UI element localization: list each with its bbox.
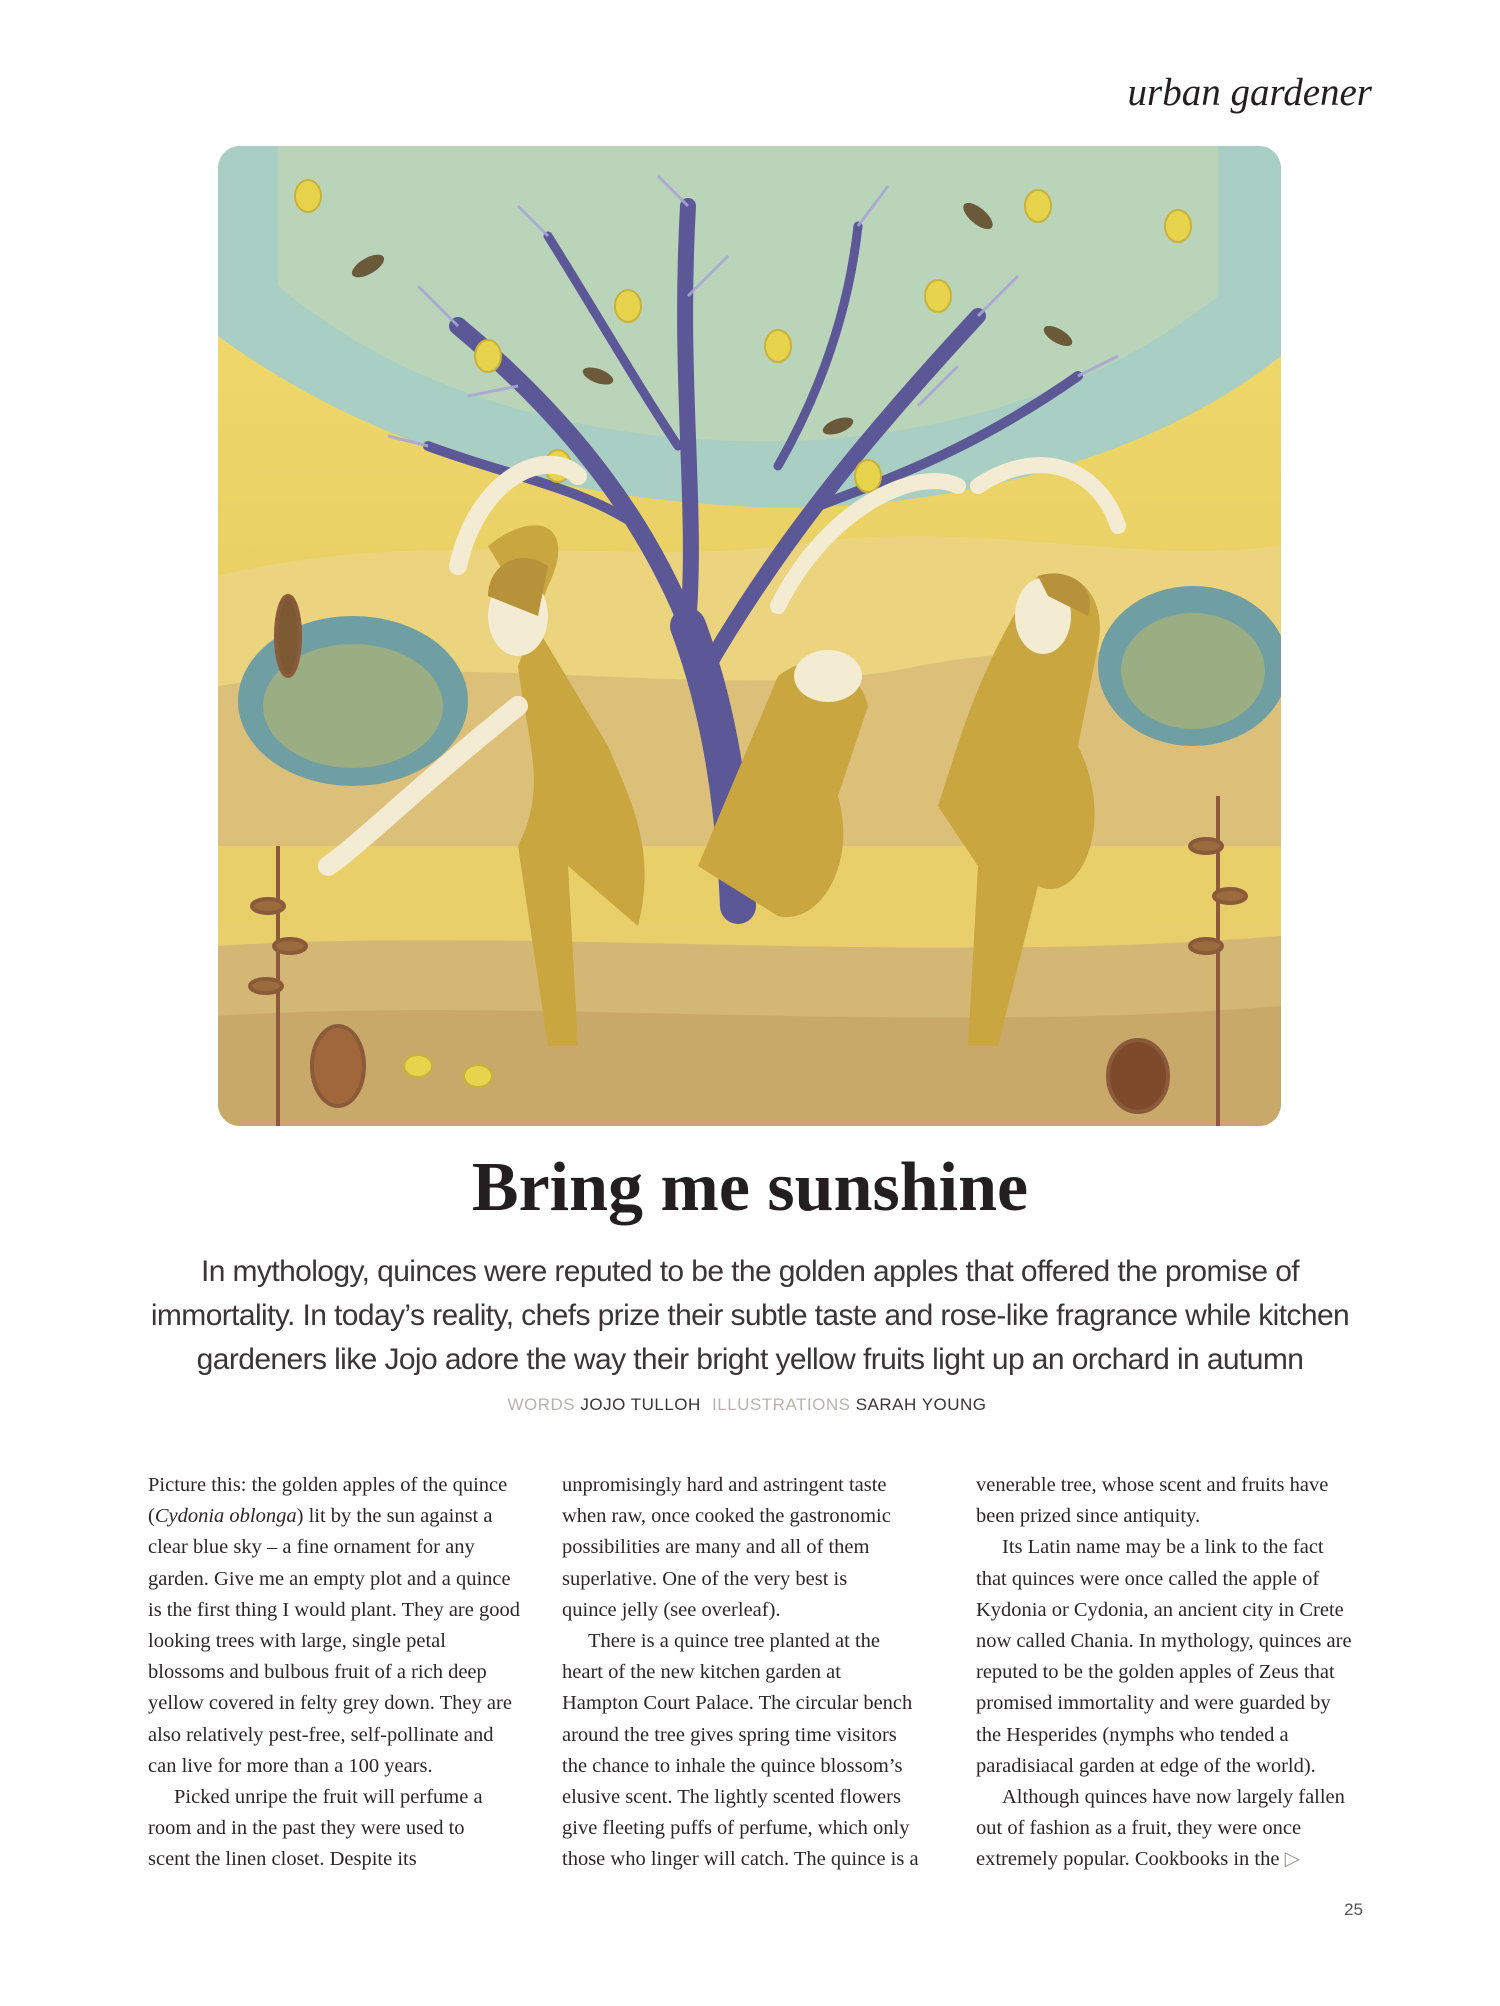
- body-line: possibilities are many and all of them: [562, 1536, 870, 1559]
- article-title: Bring me sunshine: [471, 1149, 1029, 1226]
- body-line: Hampton Court Palace. The circular bench: [562, 1692, 913, 1715]
- body-line: Its Latin name may be a link to the fact: [1002, 1536, 1324, 1559]
- body-line: give fleeting puffs of perfume, which only: [562, 1817, 910, 1840]
- body-line: Although quinces have now largely fallen: [1002, 1786, 1345, 1809]
- page-number: 25: [1344, 1900, 1363, 1919]
- body-column-1: [148, 1470, 548, 1876]
- body-line: elusive scent. The lightly scented flowers: [562, 1786, 901, 1809]
- body-line: been prized since antiquity.: [976, 1505, 1201, 1528]
- body-line: Picture this: the golden apples of the quince: [148, 1474, 508, 1496]
- feature-illustration: [218, 146, 1281, 1126]
- body-line: promised immortality and were guarded by: [976, 1692, 1331, 1715]
- body-line: around the tree gives spring time visitors: [562, 1723, 897, 1746]
- article-standfirst: [130, 1250, 1370, 1382]
- body-line: paradisiacal garden at edge of the world).: [976, 1754, 1316, 1777]
- body-line-last: [976, 1844, 1376, 1875]
- standfirst-line: immortality. In today’s reality, chefs prize their subtle taste and rose-like fragrance while kitchen: [150, 1299, 1350, 1332]
- body-line: Picked unripe the fruit will perfume a: [174, 1786, 483, 1809]
- body-line: There is a quince tree planted at the: [588, 1630, 880, 1653]
- body-line: garden. Give me an empty plot and a quince: [148, 1567, 511, 1590]
- body-line: Kydonia or Cydonia, an ancient city in Crete: [976, 1598, 1344, 1621]
- words-label: WORDS: [507, 1395, 576, 1414]
- body-line: looking trees with large, single petal: [148, 1630, 446, 1653]
- standfirst-line: In mythology, quinces were reputed to be the golden apples that offered the promise of: [200, 1255, 1300, 1288]
- standfirst-line: gardeners like Jojo adore the way their bright yellow fruits light up an orchard in autumn: [196, 1343, 1304, 1376]
- body-line-text: extremely popular. Cookbooks in the: [976, 1848, 1280, 1871]
- body-line: heart of the new kitchen garden at: [562, 1661, 841, 1684]
- byline: [0, 1395, 1500, 1415]
- body-line: the Hesperides (nymphs who tended a: [976, 1723, 1289, 1746]
- three-dancers-quince-tree-illustration: [218, 146, 1281, 1126]
- body-line: (Cydonia oblonga) lit by the sun against a: [148, 1505, 493, 1528]
- body-line: that quinces were once called the apple of: [976, 1567, 1320, 1590]
- author-name: JOJO TULLOH: [580, 1395, 701, 1414]
- body-line: yellow covered in felty grey down. They are: [148, 1692, 512, 1715]
- body-column-2: [562, 1470, 962, 1876]
- body-line: venerable tree, whose scent and fruits have: [976, 1474, 1329, 1496]
- body-line: quince jelly (see overleaf).: [562, 1598, 781, 1621]
- body-line: can live for more than a 100 years.: [148, 1754, 433, 1777]
- body-line: out of fashion as a fruit, they were once: [976, 1817, 1302, 1840]
- body-line: blossoms and bulbous fruit of a rich deep: [148, 1661, 487, 1684]
- continue-arrow-icon: ▷: [1284, 1848, 1300, 1871]
- body-line: scent the linen closet. Despite its: [148, 1848, 417, 1871]
- body-line: also relatively pest-free, self-pollinate and: [148, 1723, 494, 1746]
- body-line: the chance to inhale the quince blossom’s: [562, 1754, 903, 1777]
- body-line: is the first thing I would plant. They are good: [148, 1598, 520, 1621]
- body-line: room and in the past they were used to: [148, 1817, 465, 1840]
- section-tag: urban gardener: [1127, 71, 1372, 114]
- illustrator-name: SARAH YOUNG: [855, 1395, 987, 1414]
- body-line: those who linger will catch. The quince is a: [562, 1848, 919, 1871]
- body-line: when raw, once cooked the gastronomic: [562, 1505, 891, 1528]
- body-line: clear blue sky – a fine ornament for any: [148, 1536, 475, 1559]
- body-line: unpromisingly hard and astringent taste: [562, 1474, 887, 1496]
- body-line: reputed to be the golden apples of Zeus that: [976, 1661, 1335, 1684]
- body-column-3: [976, 1470, 1376, 1876]
- illustrations-label: ILLUSTRATIONS: [712, 1395, 851, 1414]
- body-line: superlative. One of the very best is: [562, 1567, 848, 1590]
- body-line: now called Chania. In mythology, quinces are: [976, 1630, 1352, 1653]
